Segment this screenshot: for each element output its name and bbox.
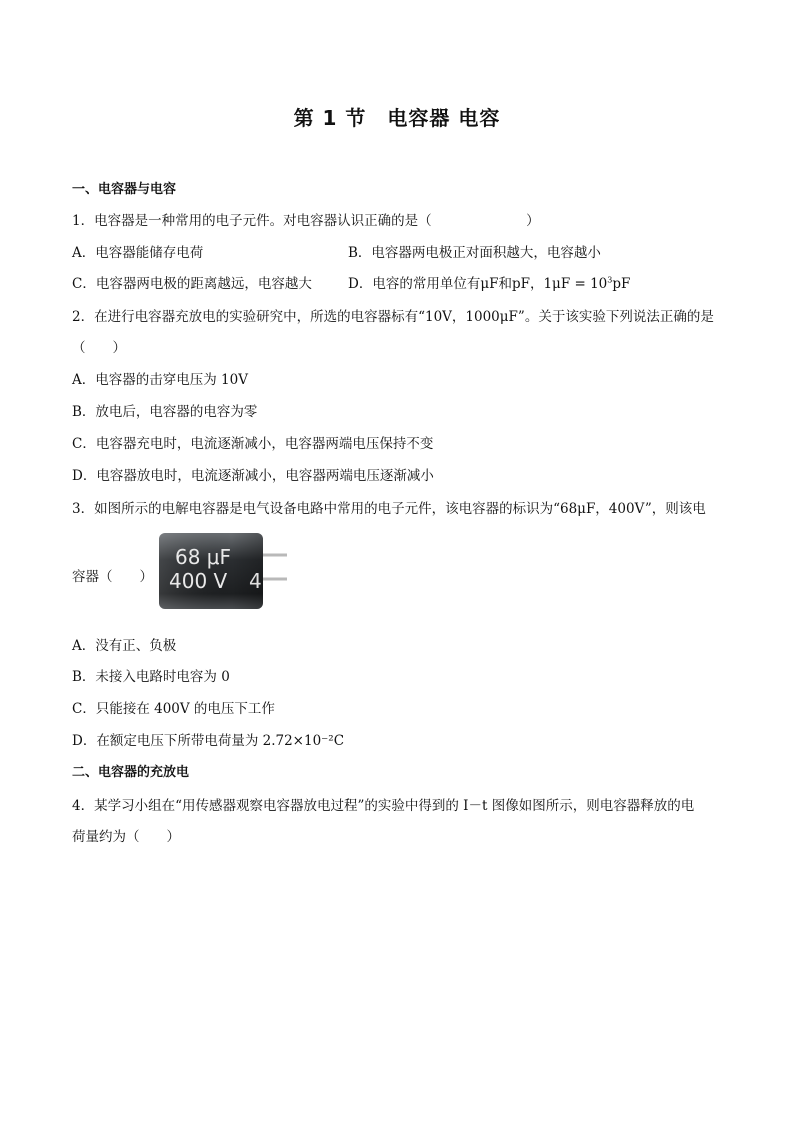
section-heading-1: 一、电容器与电容: [72, 182, 177, 197]
q4-stem: 4．某学习小组在“用传感器观察电容器放电过程”的实验中得到的 I－t 图像如图所示，则电容器释放的电: [72, 798, 695, 814]
q1-option-a: A．电容器能储存电荷: [72, 245, 204, 261]
q3-option-b: B．未接入电路时电容为 0: [72, 669, 230, 685]
q1-stem: 1．电容器是一种常用的电子元件。对电容器认识正确的是（ ）: [72, 213, 540, 229]
q1-option-d-text: D．电容的常用单位有μF和pF，1μF = 10: [348, 276, 608, 292]
q3-stem: 3．如图所示的电解电容器是电气设备电路中常用的电子元件，该电容器的标识为“68μF，400V”，则该电: [72, 501, 706, 517]
q2-option-a: A．电容器的击穿电压为 10V: [72, 372, 248, 388]
page-title: 第 1 节 电容器 电容: [293, 106, 501, 130]
q3-option-a: A．没有正、负极: [72, 638, 177, 654]
q3-option-d: D．在额定电压下所带电荷量为 2.72×10⁻²C: [72, 733, 345, 749]
q3-option-c: C．只能接在 400V 的电压下工作: [72, 701, 275, 717]
q2-option-b: B．放电后，电容器的电容为零: [72, 404, 258, 420]
q1-option-c: C．电容器两电极的距离越远，电容越大: [72, 276, 312, 292]
q4-cont: 荷量约为（ ）: [72, 829, 180, 845]
capacitor-label-side: 4: [249, 569, 262, 593]
q2-option-c: C．电容器充电时，电流逐渐减小，电容器两端电压保持不变: [72, 436, 434, 452]
q1-option-d-exponent: 3: [607, 275, 613, 285]
q2-paren: （ ）: [72, 340, 126, 356]
q2-option-d: D．电容器放电时，电流逐渐减小，电容器两端电压逐渐减小: [72, 468, 434, 484]
capacitor-label-capacitance: 68 μF: [175, 545, 232, 569]
q1-option-d: [348, 272, 630, 292]
capacitor-image: [157, 530, 289, 612]
section-heading-2: 二、电容器的充放电: [72, 765, 190, 780]
q1-option-d-unit: pF: [612, 276, 631, 292]
capacitor-label-voltage: 400 V: [169, 569, 228, 593]
q3-cont: 容器（ ）: [72, 569, 153, 585]
q2-stem: 2．在进行电容器充放电的实验研究中，所选的电容器标有“10V，1000μF”。关于该实验下列说法正确的是: [72, 309, 714, 325]
q1-option-b: B．电容器两电极正对面积越大，电容越小: [348, 245, 601, 261]
